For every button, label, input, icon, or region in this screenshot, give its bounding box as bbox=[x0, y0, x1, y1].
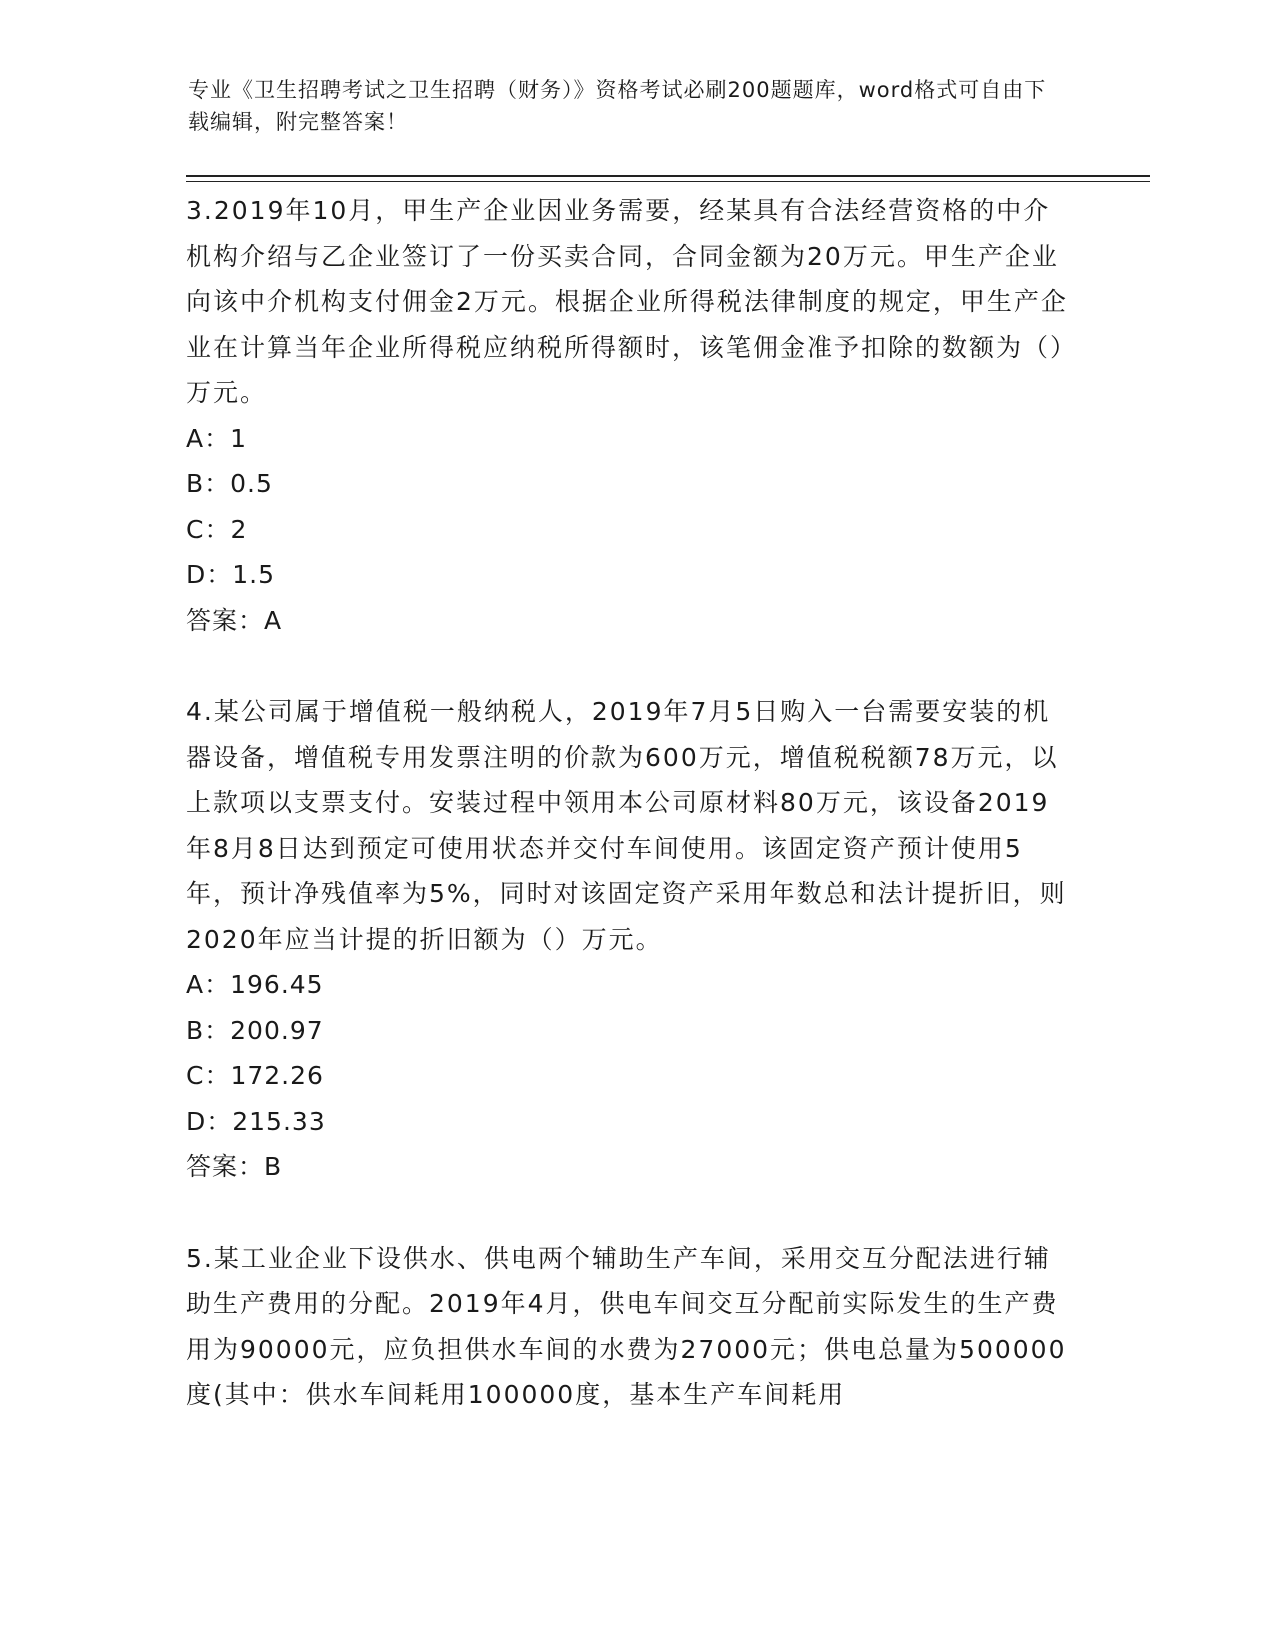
option-a: A：196.45 bbox=[186, 970, 324, 999]
question-5 bbox=[186, 1236, 1076, 1418]
question-list bbox=[186, 188, 1076, 1418]
option-d: D：1.5 bbox=[186, 560, 276, 589]
answer-line: 答案：B bbox=[186, 1152, 283, 1181]
header-title: 专业《卫生招聘考试之卫生招聘（财务）》资格考试必刷200题题库，word格式可自由下载编辑，附完整答案！ bbox=[188, 78, 1047, 134]
option-c: C：2 bbox=[186, 514, 248, 544]
question-text: 3.2019年10月，甲生产企业因业务需要，经某具有合法经营资格的中介机构介绍与乙企业签订了一份买卖合同，合同金额为20万元。甲生产企业向该中介机构支付佣金2万元。根据企业所得税法律制度的规定，甲生产企业在计算当年企业所得税应纳税所得额时，该笔佣金准予扣除的数额为（）万元。 bbox=[186, 196, 1068, 407]
spacer bbox=[186, 643, 1076, 689]
header-rule-thick bbox=[186, 175, 1150, 177]
option-b: B：200.97 bbox=[186, 1015, 324, 1045]
option-c: C：172.26 bbox=[186, 1061, 324, 1090]
option-d: D：215.33 bbox=[186, 1106, 326, 1136]
answer-line: 答案：A bbox=[186, 605, 283, 635]
question-4 bbox=[186, 689, 1076, 1190]
header-rule-thin bbox=[186, 181, 1150, 182]
spacer bbox=[186, 1190, 1076, 1236]
option-b: B：0.5 bbox=[186, 469, 273, 498]
question-3 bbox=[186, 188, 1076, 643]
option-a: A：1 bbox=[186, 423, 248, 453]
question-text: 4.某公司属于增值税一般纳税人，2019年7月5日购入一台需要安装的机器设备，增值税专用发票注明的价款为600万元，增值税税额78万元，以上款项以支票支付。安装过程中领用本公司原材料80万元，该设备2019年8月8日达到预定可使用状态并交付车间使用。该固定资产预计使用5年，预计净残值率为5%，同时对该固定资产采用年数总和法计提折旧，则2020年应当计提的折旧额为（）万元。 bbox=[186, 697, 1067, 954]
question-text: 5.某工业企业下设供水、供电两个辅助生产车间，采用交互分配法进行辅助生产费用的分配。2019年4月，供电车间交互分配前实际发生的生产费用为90000元，应负担供水车间的水费为27000元；供电总量为500000度(其中：供水车间耗用100000度，基本生产车间耗用 bbox=[186, 1243, 1067, 1409]
document-header bbox=[188, 74, 1068, 138]
